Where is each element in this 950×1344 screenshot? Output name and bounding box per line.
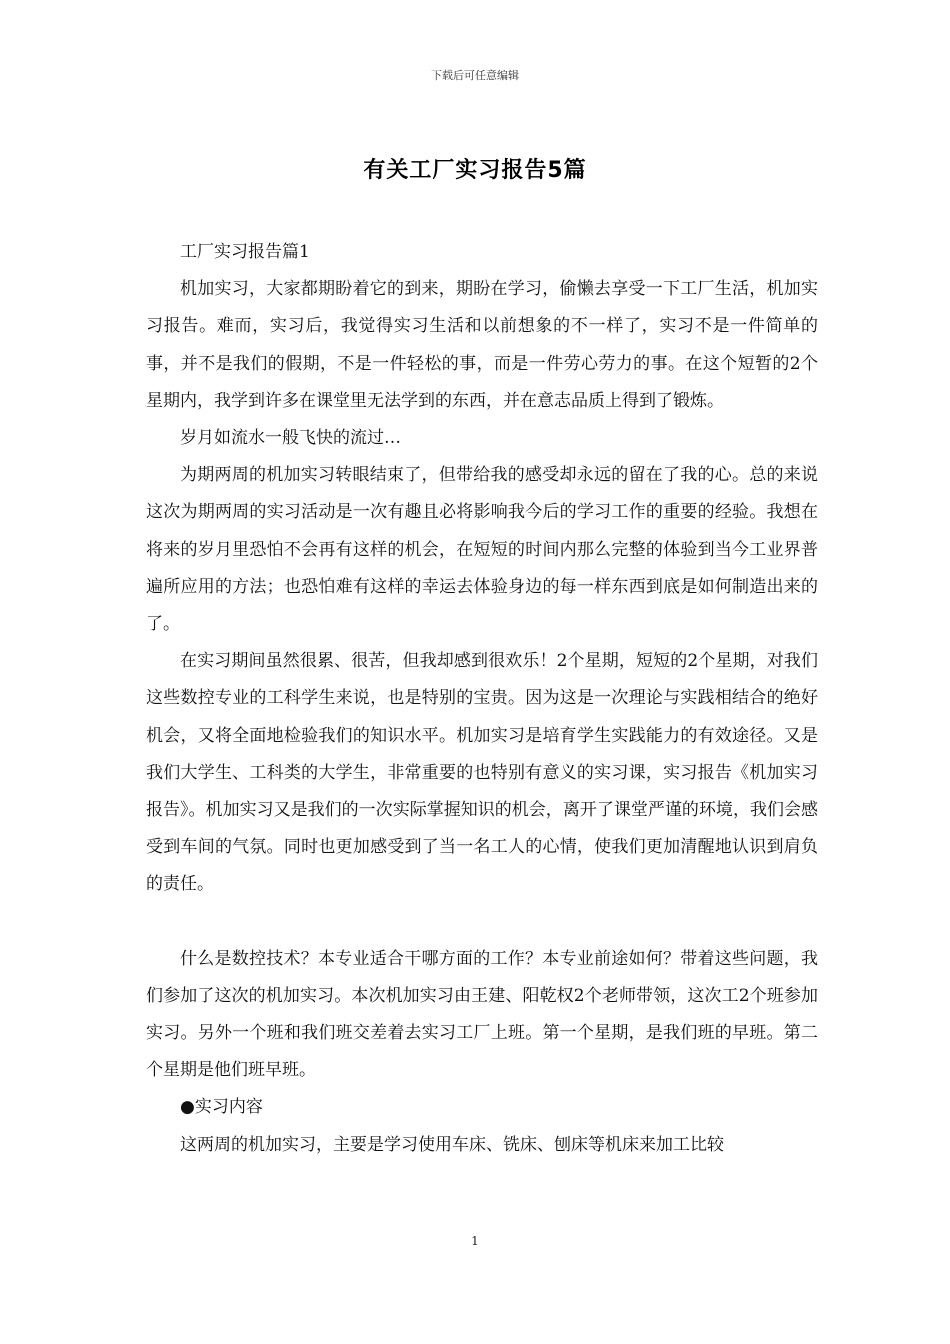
paragraph: 这两周的机加实习，主要是学习使用车床、铣床、刨床等机床来加工比较 [180, 1134, 724, 1155]
paragraph: 机加实习，大家都期盼着它的到来，期盼在学习，偷懒去享受一下工厂生活，机加实习报告。难而，实习后，我觉得实习生活和以前想象的不一样了，实习不是一件简单的事，并不是我们的假期，不是一件轻松的事，而是一件劳心劳力的事。在这个短暂的2个星期内，我学到许多在课堂里无法学到的东西，并在意志品质上得到了锻炼。 [146, 279, 818, 411]
document-body [146, 234, 818, 1164]
paragraph: 岁月如流水一般飞快的流过… [180, 428, 401, 449]
page-number: 1 [471, 1234, 479, 1248]
paragraph: 在实习期间虽然很累、很苦，但我却感到很欢乐！2个星期，短短的2个星期，对我们这些数控专业的工科学生来说，也是特别的宝贵。因为这是一次理论与实践相结合的绝好机会，又将全面地检验我们的知识水平。机加实习是培育学生实践能力的有效途径。又是我们大学生、工科类的大学生，非常重要的也特别有意义的实习课，实习报告《机加实习报告》。机加实习又是我们的一次实际掌握知识的机会，离开了课堂严谨的环境，我们会感受到车间的气氛。同时也更加感受到了当一名工人的心情，使我们更加清醒地认识到肩负的责任。 [146, 651, 818, 895]
section-heading: 工厂实习报告篇1 [180, 242, 310, 262]
paragraph: 什么是数控技术？本专业适合干哪方面的工作？本专业前途如何？带着这些问题，我们参加了这次的机加实习。本次机加实习由王建、阳乾权2个老师带领，这次工2个班参加实习。另外一个班和我们班交差着去实习工厂上班。第一个星期，是我们班的早班。第二个星期是他们班早班。 [146, 948, 818, 1081]
document-title: 有关工厂实习报告5篇 [363, 158, 587, 183]
section-heading: ●实习内容 [180, 1097, 263, 1118]
paragraph: 为期两周的机加实习转眼结束了，但带给我的感受却永远的留在了我的心。总的来说这次为期两周的实习活动是一次有趣且必将影响我今后的学习工作的重要的经验。我想在将来的岁月里恐怕不会再有这样的机会，在短短的时间内那么完整的体验到当今工业界普遍所应用的方法；也恐怕难有这样的幸运去体验身边的每一样东西到底是如何制造出来的了。 [146, 465, 818, 635]
page-header-note: 下载后可任意编辑 [431, 69, 519, 82]
